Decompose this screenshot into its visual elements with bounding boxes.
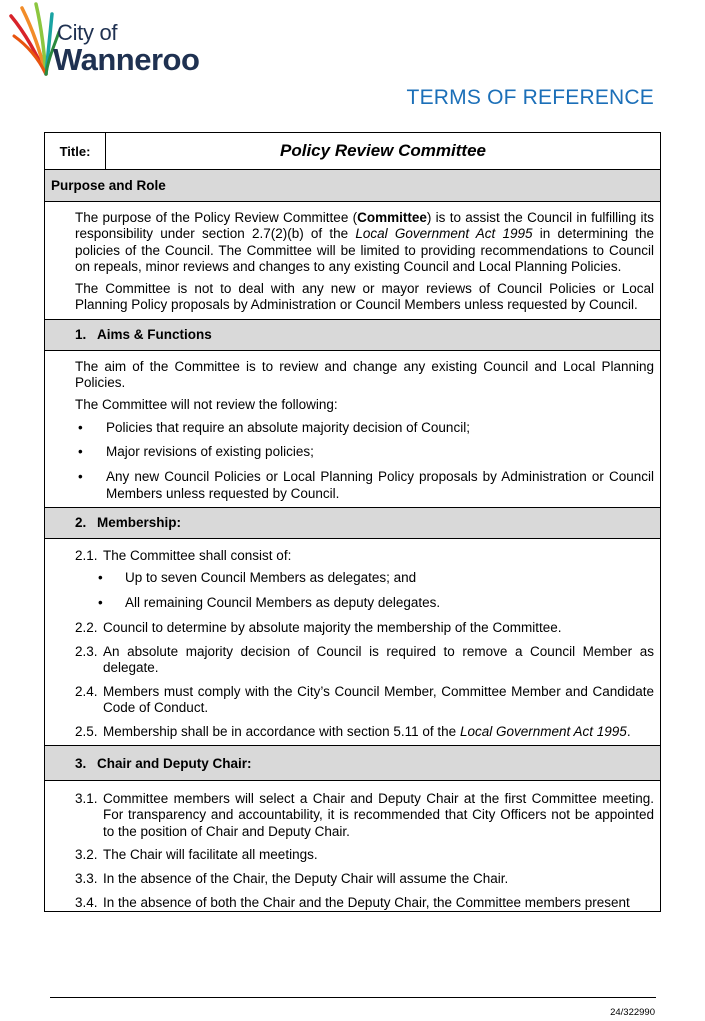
item-text: [103, 724, 654, 740]
footer-rule: [50, 997, 656, 998]
section-1-title: Aims & Functions: [97, 327, 212, 343]
list-item: [75, 895, 654, 911]
list-item: [75, 791, 654, 840]
item-text: Council to determine by absolute majority the membership of the Committee.: [103, 619, 562, 635]
text-run: The purpose of the Policy Review Committee (: [75, 210, 358, 225]
title-row: [45, 133, 660, 170]
item-number: 2.1.: [75, 547, 98, 563]
document-type-heading: TERMS OF REFERENCE: [406, 86, 654, 109]
section-2-title: Membership:: [97, 515, 182, 531]
text-run: Membership shall be in accordance with section 5.11 of the: [103, 723, 460, 739]
item-number: 2.2.: [75, 619, 98, 635]
purpose-heading: Purpose and Role: [45, 170, 660, 202]
document-reference-number: 24/322990: [610, 1007, 655, 1018]
list-item: [75, 548, 654, 564]
item-text: The Chair will facilitate all meetings.: [103, 847, 318, 863]
membership-sublist: [75, 570, 654, 611]
list-item: • Any new Council Policies or Local Planning Policy proposals by Administration or Council Members unless requested by Council.: [75, 469, 654, 502]
item-number: 2.3.: [75, 643, 98, 659]
exclusions-list: [75, 420, 654, 502]
item-number: 2.5.: [75, 723, 98, 739]
committee-title: Policy Review Committee: [280, 141, 486, 160]
list-item: [75, 644, 654, 677]
section-1-body: [45, 351, 660, 507]
item-text: In the absence of both the Chair and the Deputy Chair, the Committee members present: [103, 895, 630, 911]
item-number: 3.1.: [75, 791, 98, 807]
aims-paragraph-2: The Committee will not review the following:: [75, 397, 338, 413]
list-item: [75, 724, 654, 740]
text-run: in determining the policies of the Council. The Committee will be limited to providing recommendations to Council on repeals, minor reviews and changes to any existing Council and Local Planning Policies.: [75, 226, 654, 274]
list-item: • Up to seven Council Members as delegates; and: [75, 570, 654, 586]
chair-list: [75, 791, 654, 911]
section-3-title: Chair and Deputy Chair:: [97, 755, 252, 771]
membership-list-continued: [75, 620, 654, 740]
purpose-body: [45, 202, 660, 319]
item-text: Committee members will select a Chair and Deputy Chair at the first Committee meeting. For transparency and accountability, it is recommended that City Officers not be appointed to the position of Chair and Deputy Chair.: [103, 791, 654, 839]
aims-paragraph-1: The aim of the Committee is to review and change any existing Council and Local Planning Policies.: [75, 358, 654, 391]
list-item: • Major revisions of existing policies;: [75, 444, 654, 460]
terms-of-reference-table: [44, 132, 661, 912]
purpose-paragraph-1: [75, 210, 654, 275]
title-label: Title:: [45, 133, 106, 169]
section-3-heading: [45, 745, 660, 781]
text-run: .: [626, 723, 631, 739]
section-3-number: 3.: [75, 755, 87, 771]
list-item: • All remaining Council Members as deputy delegates.: [75, 595, 654, 611]
list-item: [75, 871, 654, 887]
defined-term: Committee: [357, 210, 427, 225]
item-text: An absolute majority decision of Council is required to remove a Council Member as delegate.: [103, 643, 654, 675]
item-number: 2.4.: [75, 683, 98, 699]
list-item: • Policies that require an absolute majority decision of Council;: [75, 420, 654, 436]
item-number: 3.4.: [75, 895, 98, 911]
item-number: 3.3.: [75, 871, 98, 887]
section-2-body: [45, 539, 660, 745]
item-text: Members must comply with the City’s Council Member, Committee Member and Candidate Code of Conduct.: [103, 683, 654, 715]
membership-list: [75, 548, 654, 564]
section-1-heading: [45, 319, 660, 351]
purpose-paragraph-2: The Committee is not to deal with any new or mayor reviews of Council Policies or Local Planning Policy proposals by Administration or Council Members unless requested by Council.: [75, 281, 654, 313]
section-3-body: [45, 781, 660, 911]
list-item: [75, 847, 654, 863]
logo-wanneroo-text: Wanneroo: [53, 42, 200, 77]
text-run: ) is to assist the Council in fulfilling its responsibility under section 2.7(2)(b) of the: [75, 210, 654, 242]
city-of-wanneroo-logo: [8, 2, 228, 82]
list-item: [75, 620, 654, 636]
legislation-citation: Local Government Act 1995: [355, 226, 533, 242]
section-2-number: 2.: [75, 515, 87, 531]
list-item: [75, 684, 654, 717]
section-1-number: 1.: [75, 327, 87, 343]
section-2-heading: [45, 507, 660, 539]
item-number: 3.2.: [75, 847, 98, 863]
item-text: The Committee shall consist of:: [103, 547, 292, 563]
item-text: In the absence of the Chair, the Deputy Chair will assume the Chair.: [103, 871, 509, 887]
legislation-citation: Local Government Act 1995: [459, 723, 627, 739]
logo-city-of-text: City of: [57, 20, 118, 45]
